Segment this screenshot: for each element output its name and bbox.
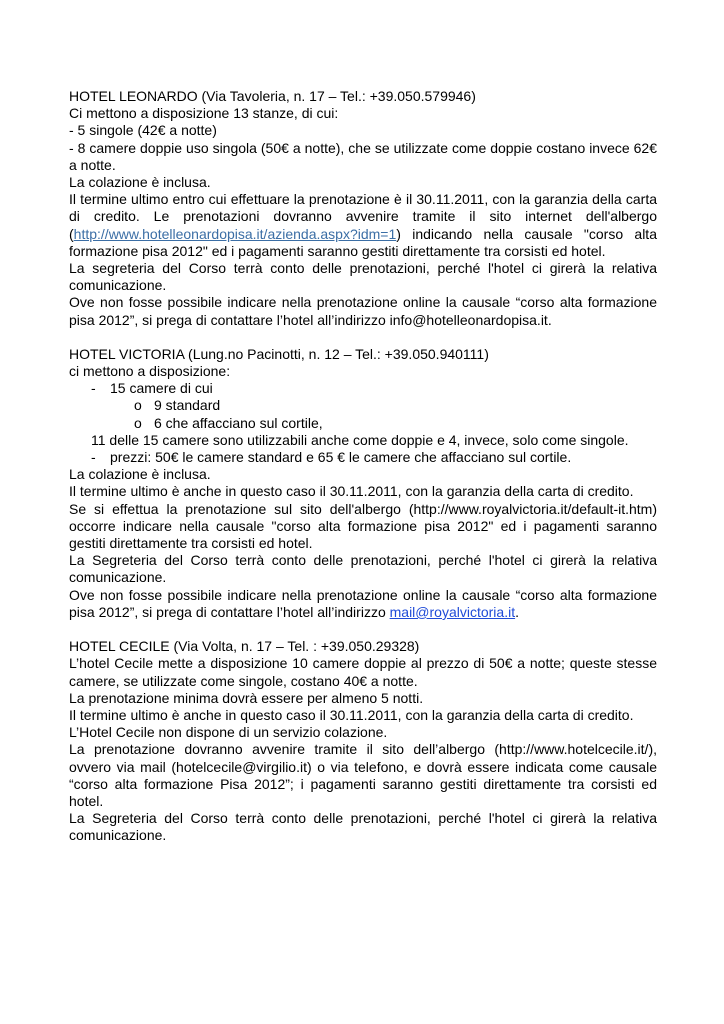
victoria-contact: [69, 587, 657, 621]
victoria-standard-bullet: [69, 397, 657, 414]
cecile-no-breakfast: L’Hotel Cecile non dispone di un servizio colazione.: [69, 724, 388, 741]
leonardo-breakfast: La colazione è inclusa.: [69, 174, 211, 191]
cecile-header: HOTEL CECILE (Via Volta, n. 17 – Tel. : +39.050.29328): [69, 638, 420, 655]
dash-bullet-icon: -: [91, 380, 96, 397]
victoria-breakfast: La colazione è inclusa.: [69, 466, 211, 483]
leonardo-deadline-text: Il termine ultimo entro cui effettuare la prenotazione è il 30.11.2011, con la garanzia della carta di credito. Le prenotazioni dovranno avvenire tramite il sito internet dell'albergo (: [69, 191, 657, 242]
victoria-email-link[interactable]: mail@royalvictoria.it: [389, 603, 516, 620]
cecile-booking: La prenotazione dovranno avvenire tramite il sito dell’albergo (http://www.hotelcecile.it/), ovvero via mail (hotelcecile@virgilio.it) o via telefono, e dovrà essere indicata come causale “corso alta formazione Pisa 2012”; i pagamenti saranno gestiti direttamente tra corsisti ed hotel.: [69, 741, 657, 809]
victoria-prices-text: prezzi: 50€ le camere standard e 65 € le camere che affacciano sul cortile.: [110, 449, 572, 466]
cecile-minimum: La prenotazione minima dovrà essere per almeno 5 notti.: [69, 689, 424, 706]
victoria-booking: Se si effettua la prenotazione sul sito dell'albergo (http://www.royalvictoria.it/default-it.htm) occorre indicare nella causale "corso alta formazione pisa 2012" ed i pagamenti saranno gestiti direttamente tra corsisti ed hotel.: [69, 500, 657, 552]
victoria-courtyard-bullet: [69, 415, 657, 432]
leonardo-header: HOTEL LEONARDO (Via Tavoleria, n. 17 – Tel.: +39.050.579946): [69, 88, 476, 104]
leonardo-double-rooms: - 8 camere doppie uso singola (50€ a notte), che se utilizzate come doppie costano invece 62€ a notte.: [69, 139, 657, 173]
document-page: [69, 88, 657, 845]
victoria-contact-end: .: [515, 603, 519, 620]
victoria-rooms-intro: ci mettono a disposizione:: [69, 363, 231, 380]
leonardo-website-link[interactable]: http://www.hotelleonardopisa.it/azienda.aspx?idm=1: [73, 225, 397, 242]
victoria-secretariat: La Segreteria del Corso terrà conto delle prenotazioni, perché l'hotel ci girerà la relativa comunicazione.: [69, 552, 657, 586]
circle-bullet-icon: o: [134, 414, 142, 431]
leonardo-contact: Ove non fosse possibile indicare nella prenotazione online la causale “corso alta formazione pisa 2012”, si prega di contattare l’hotel all’indirizzo info@hotelleonardopisa.it.: [69, 294, 657, 328]
leonardo-deadline: [69, 191, 657, 260]
victoria-header: HOTEL VICTORIA (Lung.no Pacinotti, n. 12 – Tel.: +39.050.940111): [69, 345, 489, 362]
victoria-standard-text: 9 standard: [154, 397, 221, 414]
victoria-courtyard-text: 6 che affacciano sul cortile,: [154, 414, 323, 431]
victoria-deadline: Il termine ultimo è anche in questo caso il 30.11.2011, con la garanzia della carta di credito.: [69, 483, 634, 500]
leonardo-single-rooms: - 5 singole (42€ a notte): [69, 122, 217, 139]
leonardo-secretariat: La segreteria del Corso terrà conto delle prenotazioni, perché l'hotel ci girerà la relativa comunicazione.: [69, 260, 657, 294]
circle-bullet-icon: o: [134, 397, 142, 414]
victoria-contact-text: Ove non fosse possibile indicare nella prenotazione online la causale “corso alta formazione pisa 2012”, si prega di contattare l’hotel all’indirizzo: [69, 586, 657, 620]
leonardo-rooms-intro: Ci mettono a disposizione 13 stanze, di cui:: [69, 105, 339, 122]
victoria-rooms-bullet: [69, 380, 657, 397]
cecile-deadline: Il termine ultimo è anche in questo caso il 30.11.2011, con la garanzia della carta di credito.: [69, 706, 634, 723]
victoria-doubles: 11 delle 15 camere sono utilizzabili anche come doppie e 4, invece, solo come singole.: [91, 431, 629, 448]
victoria-rooms-text: 15 camere di cui: [110, 380, 213, 397]
leonardo-deadline-text-end: ) indicando nella causale "corso alta formazione pisa 2012" ed i pagamenti saranno gestiti direttamente tra corsisti ed hotel.: [69, 225, 657, 259]
victoria-prices-bullet: [69, 449, 657, 466]
dash-bullet-icon: -: [91, 449, 96, 466]
section-spacer: [69, 329, 657, 346]
cecile-offer: L’hotel Cecile mette a disposizione 10 camere doppie al prezzo di 50€ a notte; queste stesse camere, se utilizzate come singole, costano 40€ a notte.: [69, 655, 657, 689]
cecile-secretariat: La Segreteria del Corso terrà conto delle prenotazioni, perché l'hotel ci girerà la relativa comunicazione.: [69, 810, 657, 844]
section-spacer: [69, 621, 657, 638]
